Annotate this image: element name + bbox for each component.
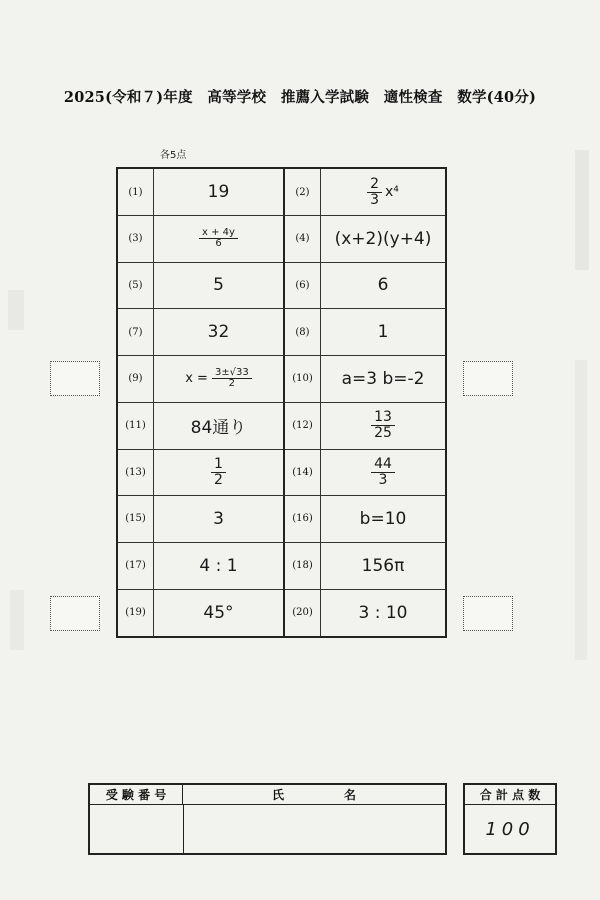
- answer-text: 4 : 1: [199, 555, 238, 576]
- scan-artifact: [10, 590, 24, 650]
- fraction-numerator: 3±√33: [212, 368, 252, 380]
- exam-number-header: 受 験 番 号: [90, 785, 183, 805]
- column-divider: [183, 805, 184, 853]
- answer-cell: [321, 169, 445, 215]
- question-number: (13): [118, 449, 154, 495]
- answer-text: 5: [213, 275, 224, 296]
- question-number: (3): [118, 216, 154, 262]
- answer-cell: [154, 496, 285, 542]
- answer-cell: [321, 496, 445, 542]
- answer-text: 84通り: [190, 418, 247, 438]
- answer-row: [118, 496, 445, 543]
- answer-cell: [321, 449, 445, 495]
- total-score-table: [463, 783, 557, 855]
- answer-cell: [154, 262, 285, 308]
- answer-text: 3: [213, 508, 224, 529]
- answer-cell: [154, 309, 285, 355]
- answer-cell: [154, 356, 285, 402]
- answer-row: [118, 589, 445, 636]
- page-title: 2025(令和７)年度 高等学校 推薦入学試験 適性検査 数学(40分): [63, 89, 537, 106]
- fraction-denominator: 3: [370, 191, 379, 208]
- points-note: 各5点: [160, 150, 187, 161]
- answer-lead: x =: [185, 371, 208, 387]
- answer-row: [118, 543, 445, 590]
- answer-cell: [154, 449, 285, 495]
- answer-row: [118, 169, 445, 216]
- question-number: (7): [118, 309, 154, 355]
- answer-text: 156π: [361, 555, 405, 576]
- answer-row: [118, 356, 445, 403]
- question-number: (16): [285, 496, 321, 542]
- question-number: (17): [118, 543, 154, 589]
- side-box-left-upper: [50, 361, 100, 396]
- question-number: (20): [285, 589, 321, 636]
- answer-cell: [321, 309, 445, 355]
- scan-artifact: [575, 360, 587, 660]
- fraction-numerator: 1: [211, 457, 226, 473]
- question-number: (11): [118, 403, 154, 449]
- answer-text: 45°: [203, 602, 234, 623]
- side-box-right-lower: [463, 596, 513, 631]
- answer-fraction: [199, 228, 238, 250]
- fraction-denominator: 6: [215, 238, 222, 250]
- answer-cell: [321, 356, 445, 402]
- answer-cell: [154, 589, 285, 636]
- examinee-info-table: [88, 783, 447, 855]
- fraction-numerator: x + 4y: [199, 228, 238, 240]
- answer-text: 3 : 10: [358, 602, 408, 623]
- fraction-numerator: 2: [367, 177, 382, 193]
- question-number: (15): [118, 496, 154, 542]
- fraction-denominator: 2: [214, 471, 223, 488]
- question-number: (18): [285, 543, 321, 589]
- answer-cell: [154, 543, 285, 589]
- answer-cell: [321, 543, 445, 589]
- fraction-denominator: 3: [378, 471, 388, 488]
- total-score-value: 100: [485, 818, 535, 840]
- question-number: (6): [285, 262, 321, 308]
- answer-text: (x+2)(y+4): [334, 228, 432, 249]
- answer-text: a=3 b=-2: [341, 368, 425, 389]
- answer-fraction: [367, 177, 382, 207]
- fraction-denominator: 25: [374, 425, 392, 441]
- answer-cell: [321, 403, 445, 449]
- side-box-right-upper: [463, 361, 513, 396]
- question-number: (4): [285, 216, 321, 262]
- answer-fraction: [211, 457, 226, 487]
- fraction-denominator: 2: [228, 378, 236, 390]
- answer-row: [118, 262, 445, 309]
- answer-text: 32: [207, 322, 230, 343]
- answer-row: [118, 403, 445, 450]
- answer-cell: [154, 169, 285, 215]
- answer-fraction: [212, 368, 252, 390]
- answer-text: 6: [377, 275, 389, 296]
- fraction-numerator: 13: [371, 410, 395, 426]
- question-number: (2): [285, 169, 321, 215]
- answer-cell: [321, 262, 445, 308]
- question-number: (9): [118, 356, 154, 402]
- answer-fraction: [371, 410, 395, 440]
- answer-cell: [321, 589, 445, 636]
- side-box-left-lower: [50, 596, 100, 631]
- answer-row: [118, 449, 445, 496]
- name-header: 氏 名: [183, 785, 445, 805]
- answer-cell: [154, 216, 285, 262]
- question-number: (10): [285, 356, 321, 402]
- total-score-header: 合 計 点 数: [465, 785, 555, 805]
- question-number: (14): [285, 449, 321, 495]
- question-number: (1): [118, 169, 154, 215]
- fraction-numerator: 44: [371, 457, 395, 473]
- answer-cell: [154, 403, 285, 449]
- answer-text: 19: [207, 182, 230, 202]
- answer-fraction: [371, 457, 395, 487]
- question-number: (5): [118, 262, 154, 308]
- answer-table: [116, 167, 447, 638]
- question-number: (12): [285, 403, 321, 449]
- answer-row: [118, 216, 445, 263]
- question-number: (8): [285, 309, 321, 355]
- answer-cell: [321, 216, 445, 262]
- scan-artifact: [8, 290, 24, 330]
- answer-text: 1: [377, 322, 389, 343]
- question-number: (19): [118, 589, 154, 636]
- answer-text: b=10: [359, 508, 407, 529]
- answer-row: [118, 309, 445, 356]
- scan-artifact: [575, 150, 589, 270]
- answer-tail: x⁴: [385, 184, 399, 200]
